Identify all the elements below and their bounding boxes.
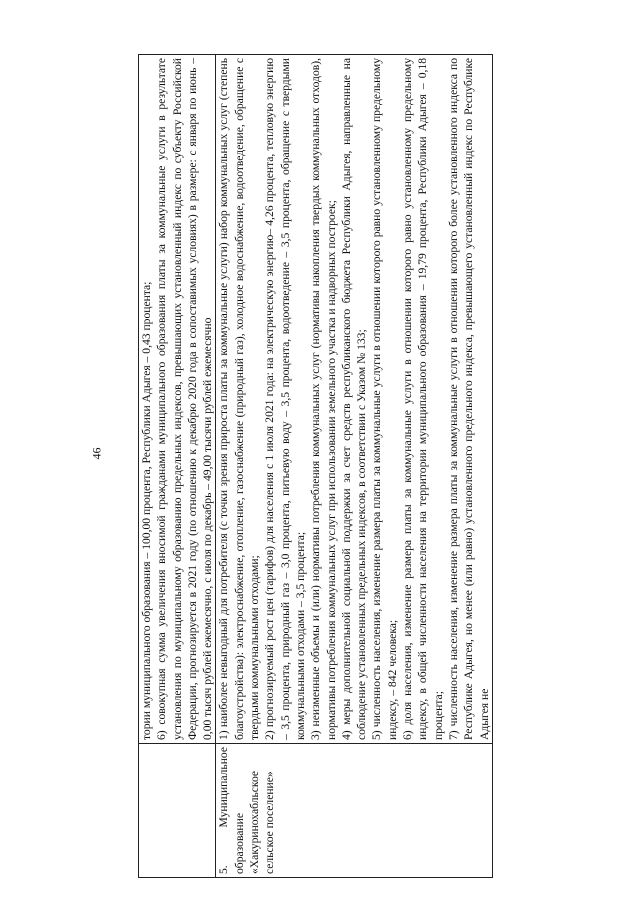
condition-paragraph: 6) совокупная сумма увеличения вносимой гражданами муниципального образования платы за коммунальные услуги в результате установления по муниципальному образованию предельных индексов, превышающих установленный индекс по субъекту Российской Федерации, прогнозируется в 2021 году (по отношению к декабрю 2020 года в сопоставимых условиях) в размере: с января по июнь – 0,00 тысяч рублей ежемесячно, с июля по декабрь – 49,00 тысячи рублей ежемесячно xyxy=(155,58,215,740)
table-row-continuation xyxy=(139,55,216,878)
condition-paragraph: 5) численность населения, изменение размера платы за коммунальные услуги в отношении которого равно установленному предельному индексу, – 842 человека; xyxy=(370,58,399,740)
condition-paragraph: 1) наиболее невыгодный для потребителя (с точки зрения прироста платы за коммунальные услуги) набор коммунальных услуг (степень благоустройства): электроснабжение, отопление, газоснабжение (природный газ), холодное водоснабжение, водоотведение, обращение с твердыми коммунальными отходами; xyxy=(217,58,262,740)
condition-paragraph: тории муниципального образования – 100,00 процента, Республики Адыгея – 0,43 процента; xyxy=(140,281,153,740)
conditions-cell xyxy=(216,55,492,744)
table-row-municipality-5 xyxy=(216,55,492,878)
condition-paragraph: 6) доля населения, изменение размера платы за коммунальные услуги в отношении которого равно установленному предельному индексу, в общей численности населения на территории муниципального образования – 19,79 процента, Республики Адыгея – 0,18 процента; xyxy=(401,58,445,740)
condition-paragraph: 2) прогнозируемый рост цен (тарифов) для населения с 1 июля 2021 года: на электрическую энергию– 4,26 процента, тепловую энергию – 3,5 процента, природный газ – 3,0 процента, питьевую воду – 3,5 процента, водоотведение – 3,5 процента, обращение с твердыми коммунальными отходами – 3,5 процента; xyxy=(263,58,307,740)
municipality-name: 5. Муниципальное образование «Хакуринохабльское сельское поселение» xyxy=(217,747,277,874)
municipality-cell xyxy=(216,744,492,878)
indices-table xyxy=(138,54,493,878)
rotated-page-content xyxy=(138,54,590,878)
condition-paragraph: 7) численность населения, изменение размера платы за коммунальные услуги в отношении которого более установленного индекса по Республике Адыгея, но менее (или равно) установленного предельного индекса, превышающего установленный индекс по Республике Адыгея не xyxy=(446,58,491,740)
municipality-cell xyxy=(139,744,216,878)
condition-paragraph: 3) неизменные объемы и (или) нормативы потребления коммунальных услуг (нормативы накопления твердых коммунальных отходов), нормативы потребления коммунальных услуг при использовании земельного участка и надворных построек; xyxy=(309,58,338,740)
page-number: 46 xyxy=(89,447,104,460)
condition-paragraph: 4) меры дополнительной социальной поддержки за счет средств республиканского бюджета Республики Адыгея, направленные на соблюдение установленных предельных индексов, в соответствии с Указом № 133; xyxy=(339,58,369,740)
conditions-cell xyxy=(139,55,216,744)
